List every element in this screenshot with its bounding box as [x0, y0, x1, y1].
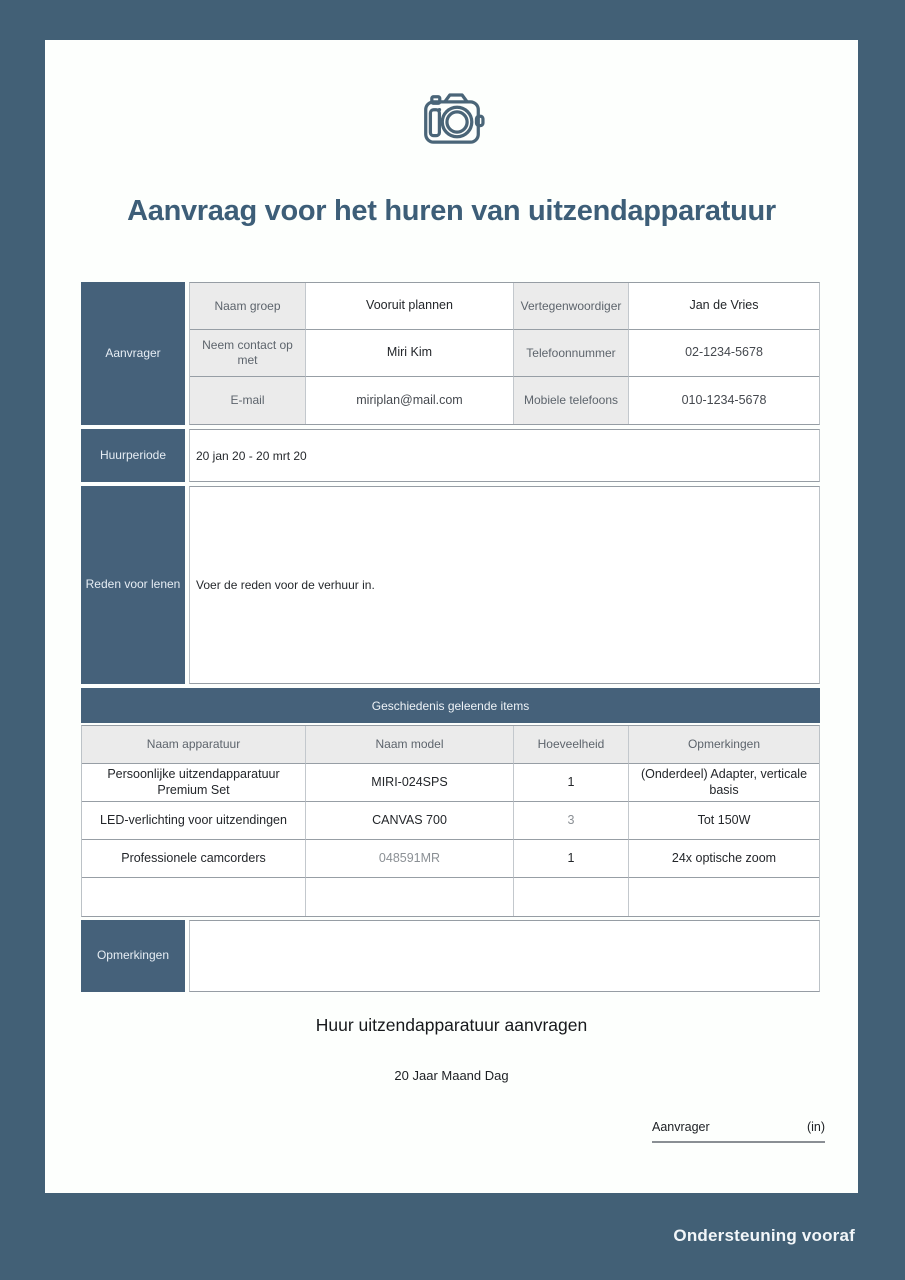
field-value-vertegenwoordiger: Jan de Vries [629, 283, 819, 330]
field-label-naam-groep: Naam groep [190, 283, 306, 330]
signature-line[interactable] [652, 1120, 825, 1143]
column-header-naam-apparatuur: Naam apparatuur [82, 726, 306, 764]
column-header-opmerkingen: Opmerkingen [629, 726, 819, 764]
item-quantity: 1 [514, 764, 629, 802]
field-label-telefoonnummer: Telefoonnummer [514, 330, 629, 377]
item-name: Professionele camcorders [82, 840, 306, 878]
reason-section [81, 486, 820, 684]
camera-icon [416, 90, 488, 154]
date-placeholder: 20 Jaar Maand Dag [394, 1068, 509, 1083]
field-label-email: E-mail [190, 377, 306, 424]
item-name: Persoonlijke uitzendapparatuur Premium Set [82, 764, 306, 802]
empty-item-remarks-cell[interactable] [629, 878, 819, 916]
item-quantity: 1 [514, 840, 629, 878]
document-page [45, 40, 858, 1193]
item-model: CANVAS 700 [306, 802, 514, 840]
item-quantity: 3 [514, 802, 629, 840]
item-remarks: Tot 150W [629, 802, 819, 840]
empty-item-name-cell[interactable] [82, 878, 306, 916]
field-value-contact: Miri Kim [306, 330, 514, 377]
remarks-field[interactable] [189, 920, 820, 992]
page-title: Aanvraag voor het huren van uitzendapparatuur [127, 195, 776, 227]
reason-label: Reden voor lenen [81, 486, 185, 684]
header-icon-area [45, 40, 858, 159]
rental-period-value: 20 jan 20 - 20 mrt 20 [189, 429, 820, 482]
request-statement: Huur uitzendapparatuur aanvragen [315, 1015, 588, 1035]
request-form [81, 282, 820, 992]
item-model: 048591MR [306, 840, 514, 878]
signature-label: Aanvrager [652, 1120, 710, 1134]
rental-period-label: Huurperiode [81, 429, 185, 482]
applicant-grid [189, 282, 820, 425]
item-remarks: (Onderdeel) Adapter, verticale basis [629, 764, 819, 802]
applicant-section-label: Aanvrager [81, 282, 185, 425]
footer-caption: Ondersteuning vooraf [673, 1226, 855, 1245]
history-section-title: Geschiedenis geleende items [81, 688, 820, 723]
empty-item-quantity-cell[interactable] [514, 878, 629, 916]
item-model: MIRI-024SPS [306, 764, 514, 802]
field-value-mobiele-telefoons: 010-1234-5678 [629, 377, 819, 424]
rental-period-section [81, 429, 820, 482]
signature-suffix: (in) [806, 1120, 825, 1134]
field-label-vertegenwoordiger: Vertegenwoordiger [514, 283, 629, 330]
field-value-telefoonnummer: 02-1234-5678 [629, 330, 819, 377]
history-table [81, 725, 820, 917]
field-value-naam-groep: Vooruit plannen [306, 283, 514, 330]
column-header-hoeveelheid: Hoeveelheid [514, 726, 629, 764]
field-label-contact: Neem contact op met [190, 330, 306, 377]
field-value-email: miriplan@mail.com [306, 377, 514, 424]
item-remarks: 24x optische zoom [629, 840, 819, 878]
item-name: LED-verlichting voor uitzendingen [82, 802, 306, 840]
reason-field[interactable]: Voer de reden voor de verhuur in. [189, 486, 820, 684]
remarks-section [81, 920, 820, 992]
applicant-section [81, 282, 820, 425]
remarks-label: Opmerkingen [81, 920, 185, 992]
empty-item-model-cell[interactable] [306, 878, 514, 916]
field-label-mobiele-telefoons: Mobiele telefoons [514, 377, 629, 424]
column-header-naam-model: Naam model [306, 726, 514, 764]
